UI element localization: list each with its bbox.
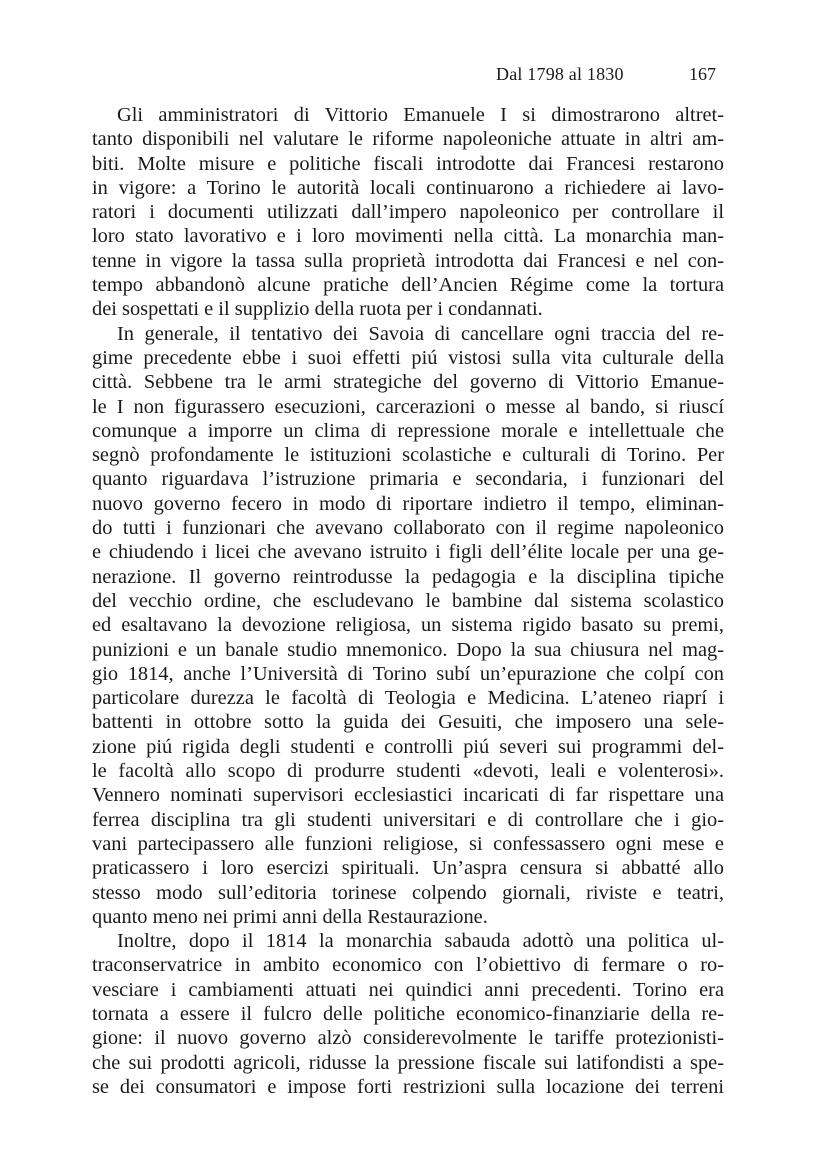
text-line: vesciare i cambiamenti attuati nei quindici anni precedenti. Torino era [92,978,724,1001]
text-line: città. Sebbene tra le armi strategiche del governo di Vittorio Emanue- [92,371,724,394]
paragraph-2 [92,322,724,929]
text-line: tanto disponibili nel valutare le riforme napoleoniche attuate in altri am- [92,128,724,151]
text-line: tenne in vigore la tassa sulla proprietà introdotta dai Francesi e nel con- [92,249,724,272]
text-line: praticassero i loro esercizi spirituali. Un’aspra censura si abbatté allo [92,857,724,880]
text-line: particolare durezza le facoltà di Teologia e Medicina. L’ateneo riaprí i [92,687,724,710]
text-line: segnò profondamente le istituzioni scolastiche e culturali di Torino. Per [92,444,724,467]
text-line: Inoltre, dopo il 1814 la monarchia sabauda adottò una politica ul- [117,930,724,953]
text-line: le I non figurassero esecuzioni, carcerazioni o messe al bando, si riuscí [92,395,724,418]
text-line: battenti in ottobre sotto la guida dei Gesuiti, che imposero una sele- [92,711,724,734]
text-line: Vennero nominati supervisori ecclesiastici incaricati di far rispettare una [92,784,724,807]
text-line: do tutti i funzionari che avevano collaborato con il regime napoleonico [92,517,724,540]
text-line: punizioni e un banale studio mnemonico. Dopo la sua chiusura nel mag- [92,638,724,661]
text-line: biti. Molte misure e politiche fiscali introdotte dai Francesi restarono [92,152,724,175]
paragraph-3 [92,929,724,1099]
text-line: zione piú rigida degli studenti e controlli piú severi sui programmi del- [92,735,724,758]
text-line: comunque a imporre un clima di repressione morale e intellettuale che [92,419,724,442]
paragraph-1 [92,103,724,322]
text-line: ferrea disciplina tra gli studenti universitari e di controllare che i gio- [92,808,724,831]
body-text [92,103,724,1099]
text-line: traconservatrice in ambito economico con l’obiettivo di fermare o ro- [92,954,724,977]
text-line: quanto riguardava l’istruzione primaria e secondaria, i funzionari del [92,468,724,491]
text-line: Gli amministratori di Vittorio Emanuele I si dimostrarono altret- [117,104,724,126]
text-line: se dei consumatori e impose forti restrizioni sulla locazione dei terreni [92,1075,724,1098]
text-line: ratori i documenti utilizzati dall’impero napoleonico per controllare il [92,201,724,224]
text-line: dei sospettati e il supplizio della ruota per i condannati. [92,298,543,321]
text-line: stesso modo sull’editoria torinese colpendo giornali, riviste e teatri, [92,881,724,904]
text-line: che sui prodotti agricoli, ridusse la pressione fiscale sui latifondisti a spe- [92,1051,724,1074]
text-line: loro stato lavorativo e i loro movimenti nella città. La monarchia man- [92,225,724,248]
text-line: ed esaltavano la devozione religiosa, un sistema rigido basato su premi, [92,614,724,637]
text-line: in vigore: a Torino le autorità locali continuarono a richiedere ai lavo- [92,176,724,199]
text-line: quanto meno nei primi anni della Restaurazione. [92,905,488,928]
page-number: 167 [689,64,716,84]
text-line: gime precedente ebbe i suoi effetti piú vistosi sulla vita culturale della [92,346,724,369]
text-line: gio 1814, anche l’Università di Torino subí un’epurazione che colpí con [92,662,724,685]
text-line: vani partecipassero alle funzioni religiose, si confessassero ogni mese e [92,832,724,855]
text-line: In generale, il tentativo dei Savoia di cancellare ogni traccia del re- [117,322,724,345]
running-title: Dal 1798 al 1830 [496,64,624,84]
running-head [0,64,837,88]
text-line: del vecchio ordine, che escludevano le bambine dal sistema scolastico [92,589,724,612]
text-line: nuovo governo fecero in modo di riportare indietro il tempo, eliminan- [92,492,724,515]
text-line: e chiudendo i licei che avevano istruito i figli dell’élite locale per una ge- [92,541,724,564]
text-line: tempo abbandonò alcune pratiche dell’Ancien Régime come la tortura [92,274,724,297]
text-line: nerazione. Il governo reintrodusse la pedagogia e la disciplina tipiche [92,565,724,588]
text-line: le facoltà allo scopo di produrre studenti «devoti, leali e volenterosi». [92,760,724,783]
text-line: tornata a essere il fulcro delle politiche economico-finanziarie della re- [92,1002,724,1025]
text-line: gione: il nuovo governo alzò considerevolmente le tariffe protezionisti- [92,1027,724,1050]
